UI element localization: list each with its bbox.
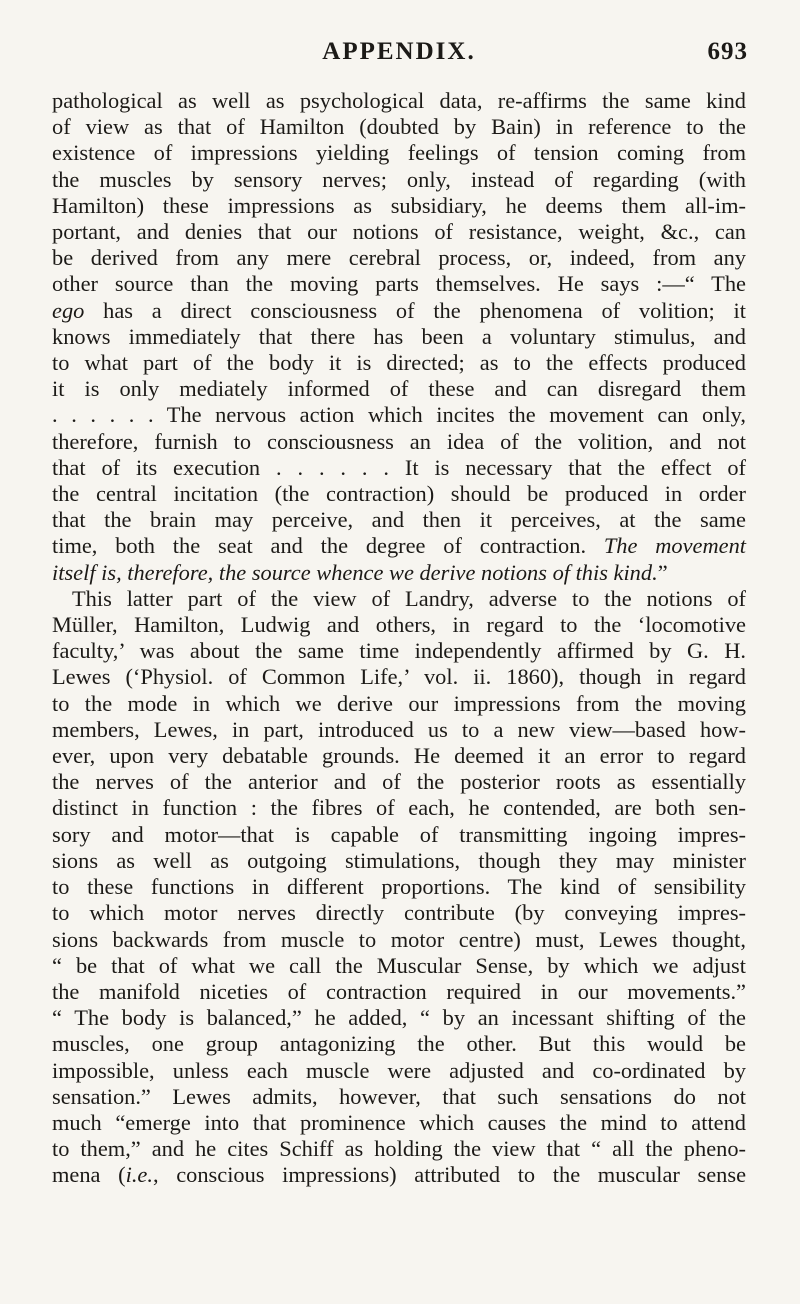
text-line: of view as that of Hamilton (doubted by Bain) in reference to the: [52, 114, 746, 140]
text-line: the central incitation (the contraction) should be produced in order: [52, 481, 746, 507]
text-line: “ The body is balanced,” he added, “ by an incessant shifting of the: [52, 1005, 746, 1031]
text-line: existence of impressions yielding feelings of tension coming from: [52, 140, 746, 166]
text-line: the muscles by sensory nerves; only, instead of regarding (with: [52, 166, 746, 192]
text-line: ever, upon very debatable grounds. He deemed it an error to regard: [52, 743, 746, 769]
text-line: distinct in function : the fibres of each, he contended, are both sen-: [52, 795, 746, 821]
text-line: sions as well as outgoing stimulations, though they may minister: [52, 847, 746, 873]
text-line: This latter part of the view of Landry, adverse to the notions of: [72, 585, 746, 611]
text-line: Müller, Hamilton, Ludwig and others, in regard to the ‘locomotive: [52, 612, 746, 638]
text-line: sory and motor—that is capable of transmitting ingoing impres-: [52, 821, 746, 847]
text-line: to the mode in which we derive our impressions from the moving: [52, 690, 746, 716]
text-line: to these functions in different proportions. The kind of sensibility: [52, 874, 746, 900]
text-line: Lewes (‘Physiol. of Common Life,’ vol. ii. 1860), though in regard: [52, 664, 746, 690]
text-line: much “emerge into that prominence which causes the mind to attend: [52, 1109, 746, 1135]
text-line: that of its execution . . . . . . It is necessary that the effect of: [52, 454, 746, 480]
text-line: to which motor nerves directly contribute (by conveying impres-: [52, 900, 746, 926]
text-line: to them,” and he cites Schiff as holding the view that “ all the pheno-: [52, 1136, 746, 1162]
text-line: itself is, therefore, the source whence we derive notions of this kind.”: [52, 559, 668, 585]
text-line: time, both the seat and the degree of contraction. The movement: [52, 533, 746, 559]
text-line: other source than the moving parts themselves. He says :—“ The: [52, 271, 746, 297]
text-line: knows immediately that there has been a voluntary stimulus, and: [52, 323, 746, 349]
text-line: members, Lewes, in part, introduced us to a new view—based how-: [52, 716, 746, 742]
text-line: the manifold niceties of contraction required in our movements.”: [52, 978, 746, 1004]
text-line: ego has a direct consciousness of the phenomena of volition; it: [52, 297, 746, 323]
italic-phrase: i.e.: [125, 1162, 153, 1188]
text-line: be derived from any mere cerebral process, or, indeed, from any: [52, 245, 746, 271]
text-line: sions backwards from muscle to motor centre) must, Lewes thought,: [52, 926, 746, 952]
text-line: to what part of the body it is directed; as to the effects produced: [52, 350, 746, 376]
text-line: therefore, furnish to consciousness an idea of the volition, and not: [52, 428, 746, 454]
text-line: . . . . . . The nervous action which incites the movement can only,: [52, 402, 746, 428]
italic-phrase: itself is, therefore, the source whence we derive notions of this kind.: [52, 559, 658, 585]
running-header: [50, 38, 748, 72]
body-text: [52, 88, 746, 1189]
text-line: pathological as well as psychological data, re-affirms the same kind: [52, 88, 746, 113]
italic-phrase: The movement: [603, 533, 746, 559]
running-title: APPENDIX.: [322, 38, 476, 65]
italic-phrase: ego: [52, 297, 85, 323]
text-line: “ be that of what we call the Muscular Sense, by which we adjust: [52, 952, 746, 978]
page-number: 693: [707, 38, 748, 65]
text-line: portant, and denies that our notions of resistance, weight, &c., can: [52, 219, 746, 245]
text-line: Hamilton) these impressions as subsidiary, he deems them all-im-: [52, 192, 746, 218]
text-line: faculty,’ was about the same time independently affirmed by G. H.: [52, 638, 746, 664]
text-line: muscles, one group antagonizing the other. But this would be: [52, 1031, 746, 1057]
text-line: that the brain may perceive, and then it perceives, at the same: [52, 507, 746, 533]
text-line: mena (i.e., conscious impressions) attributed to the muscular sense: [52, 1162, 747, 1188]
text-line: sensation.” Lewes admits, however, that such sensations do not: [52, 1083, 746, 1109]
text-line: it is only mediately informed of these and can disregard them: [52, 376, 746, 402]
text-line: the nerves of the anterior and of the posterior roots as essentially: [52, 769, 746, 795]
text-line: impossible, unless each muscle were adjusted and co-ordinated by: [52, 1057, 746, 1083]
